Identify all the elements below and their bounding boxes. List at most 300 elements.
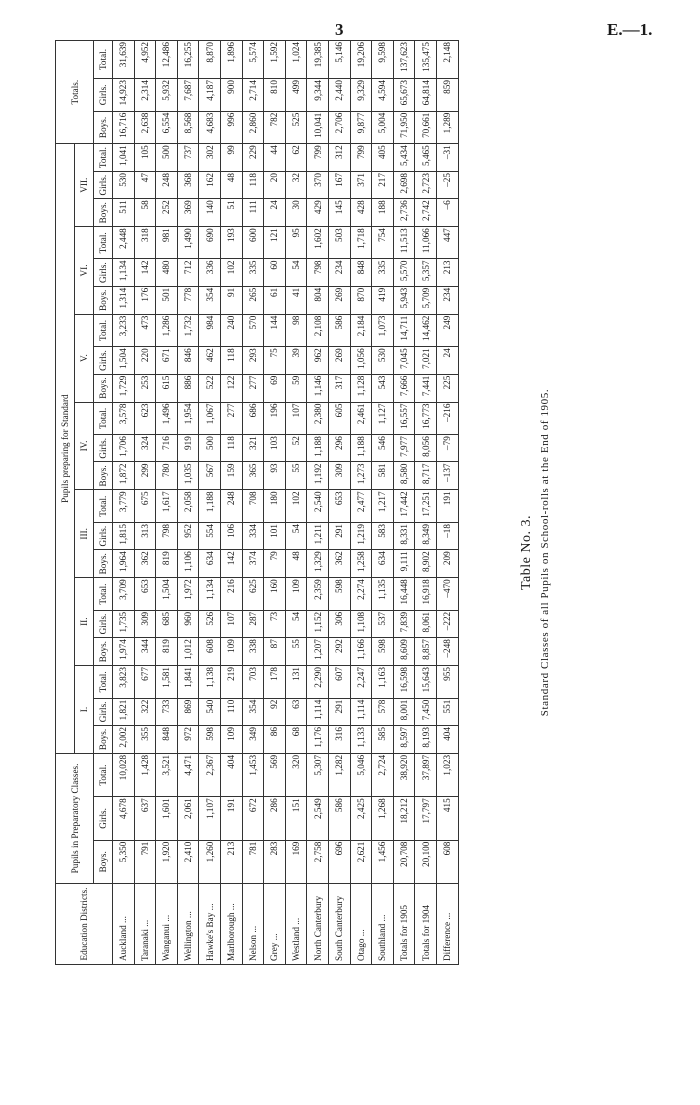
value-cell: 598 [372, 638, 394, 666]
value-cell: 1,617 [156, 490, 178, 523]
value-cell: 2,290 [307, 666, 329, 699]
value-cell: 286 [264, 797, 286, 840]
value-cell: 313 [134, 523, 156, 550]
value-cell: 24 [264, 199, 286, 227]
value-cell: 142 [220, 550, 242, 578]
value-cell: 526 [199, 610, 221, 637]
value-cell: 1,282 [328, 753, 350, 796]
table-row [350, 41, 372, 965]
value-cell: 1,896 [220, 41, 242, 79]
table-row [156, 41, 178, 965]
value-cell: 962 [307, 347, 329, 374]
value-cell: 109 [220, 638, 242, 666]
value-cell: 16,918 [415, 578, 437, 611]
value-cell: 537 [372, 610, 394, 637]
value-cell: 37,897 [415, 753, 437, 796]
value-cell: 17,251 [415, 490, 437, 523]
table-row [177, 41, 199, 965]
value-cell: 605 [328, 402, 350, 435]
value-cell: 2,425 [350, 797, 372, 840]
value-cell: 5,465 [415, 144, 437, 172]
value-cell: 1,504 [156, 578, 178, 611]
value-cell: 2,108 [307, 314, 329, 347]
value-cell: 5,943 [393, 286, 415, 314]
value-cell: 500 [156, 144, 178, 172]
boys-column-header: Boys. [94, 374, 113, 402]
value-cell: 2,724 [372, 753, 394, 796]
value-cell: 54 [285, 523, 307, 550]
value-cell: 16,557 [393, 402, 415, 435]
value-cell: 5,004 [372, 111, 394, 144]
value-cell: 2,440 [328, 79, 350, 112]
table-subtitle: Standard Classes of all Pupils on School-rolls at the End of 1905. [539, 388, 551, 717]
value-cell: 1,592 [264, 41, 286, 79]
value-cell: 122 [220, 374, 242, 402]
value-cell: 3,709 [113, 578, 135, 611]
value-cell: 2,448 [113, 227, 135, 259]
value-cell: 869 [177, 698, 199, 725]
value-cell: 14,923 [113, 79, 135, 112]
value-cell: 754 [372, 227, 394, 259]
value-cell: 1,211 [307, 523, 329, 550]
value-cell: 269 [328, 347, 350, 374]
value-cell: 859 [436, 79, 458, 112]
value-cell: 984 [199, 314, 221, 347]
district-name: North Canterbury [307, 884, 329, 965]
value-cell: 600 [242, 227, 264, 259]
district-name: Southland ... [372, 884, 394, 965]
value-cell: 1,188 [350, 435, 372, 462]
value-cell: 61 [264, 286, 286, 314]
value-cell: 3,233 [113, 314, 135, 347]
value-cell: 145 [328, 199, 350, 227]
value-cell: 625 [242, 578, 264, 611]
total-column-header: Total. [94, 490, 113, 523]
standard-ii-header: II. [75, 578, 94, 666]
value-cell: 1,176 [307, 726, 329, 754]
value-cell: 92 [264, 698, 286, 725]
value-cell: 1,133 [350, 726, 372, 754]
value-cell: 1,268 [372, 797, 394, 840]
value-cell: 8,001 [393, 698, 415, 725]
value-cell: –6 [436, 199, 458, 227]
value-cell: 473 [134, 314, 156, 347]
value-cell: 480 [156, 259, 178, 286]
value-cell: 543 [372, 374, 394, 402]
value-cell: 324 [134, 435, 156, 462]
value-cell: 68 [285, 726, 307, 754]
value-cell: 798 [307, 259, 329, 286]
value-cell: 462 [199, 347, 221, 374]
value-cell: 900 [220, 79, 242, 112]
value-cell: 405 [372, 144, 394, 172]
value-cell: 38,920 [393, 753, 415, 796]
value-cell: 2,860 [242, 111, 264, 144]
value-cell: 14,711 [393, 314, 415, 347]
total-column-header: Total. [94, 753, 113, 796]
value-cell: 193 [220, 227, 242, 259]
value-cell: 7,045 [393, 347, 415, 374]
value-cell: 2,461 [350, 402, 372, 435]
value-cell: 32 [285, 172, 307, 199]
value-cell: 101 [264, 523, 286, 550]
value-cell: 5,357 [415, 259, 437, 286]
table-row [285, 41, 307, 965]
value-cell: 586 [328, 314, 350, 347]
preparatory-header: Pupils in Preparatory Classes. [56, 753, 94, 883]
value-cell: 144 [264, 314, 286, 347]
district-name: Nelson ... [242, 884, 264, 965]
district-name: Wanganui ... [156, 884, 178, 965]
value-cell: 2,184 [350, 314, 372, 347]
value-cell: 71,950 [393, 111, 415, 144]
boys-girls-total-row [94, 41, 113, 965]
value-cell: 79 [264, 550, 286, 578]
value-cell: 293 [242, 347, 264, 374]
value-cell: 1,496 [156, 402, 178, 435]
value-cell: –31 [436, 144, 458, 172]
school-rolls-table [55, 40, 459, 965]
value-cell: 570 [242, 314, 264, 347]
value-cell: 2,477 [350, 490, 372, 523]
district-name: Difference ... [436, 884, 458, 965]
value-cell: 500 [199, 435, 221, 462]
table-row [393, 41, 415, 965]
value-cell: 107 [285, 402, 307, 435]
value-cell: 12,486 [156, 41, 178, 79]
value-cell: 344 [134, 638, 156, 666]
girls-column-header: Girls. [94, 523, 113, 550]
value-cell: 569 [264, 753, 286, 796]
value-cell: 277 [220, 402, 242, 435]
value-cell: 349 [242, 726, 264, 754]
value-cell: 1,841 [177, 666, 199, 699]
value-cell: 848 [350, 259, 372, 286]
district-name: Otago ... [350, 884, 372, 965]
value-cell: 780 [156, 462, 178, 490]
value-cell: 1,289 [436, 111, 458, 144]
value-cell: 1,023 [436, 753, 458, 796]
value-cell: 404 [436, 726, 458, 754]
value-cell: 73 [264, 610, 286, 637]
value-cell: 39 [285, 347, 307, 374]
district-name: Totals for 1905 [393, 884, 415, 965]
table-row [436, 41, 458, 965]
value-cell: 1,972 [177, 578, 199, 611]
district-name: Auckland ... [113, 884, 135, 965]
girls-column-header: Girls. [94, 79, 113, 112]
value-cell: 229 [242, 144, 264, 172]
value-cell: 30 [285, 199, 307, 227]
value-cell: 2,061 [177, 797, 199, 840]
value-cell: 3,578 [113, 402, 135, 435]
value-cell: 1,207 [307, 638, 329, 666]
value-cell: 52 [285, 435, 307, 462]
value-cell: 322 [134, 698, 156, 725]
value-cell: 503 [328, 227, 350, 259]
table-row [199, 41, 221, 965]
value-cell: 2,274 [350, 578, 372, 611]
district-name: Wellington ... [177, 884, 199, 965]
value-cell: 213 [220, 840, 242, 883]
table-row [415, 41, 437, 965]
value-cell: 1,127 [372, 402, 394, 435]
value-cell: 598 [328, 578, 350, 611]
value-cell: 217 [372, 172, 394, 199]
value-cell: 55 [285, 462, 307, 490]
value-cell: 634 [199, 550, 221, 578]
value-cell: 16,716 [113, 111, 135, 144]
total-column-header: Total. [94, 578, 113, 611]
value-cell: 708 [242, 490, 264, 523]
value-cell: 118 [220, 347, 242, 374]
value-cell: 712 [177, 259, 199, 286]
value-cell: 107 [220, 610, 242, 637]
value-cell: 428 [350, 199, 372, 227]
value-cell: 2,380 [307, 402, 329, 435]
value-cell: 62 [285, 144, 307, 172]
value-cell: 554 [199, 523, 221, 550]
value-cell: 1,135 [372, 578, 394, 611]
boys-column-header: Boys. [94, 462, 113, 490]
value-cell: 159 [220, 462, 242, 490]
value-cell: 63 [285, 698, 307, 725]
value-cell: 1,217 [372, 490, 394, 523]
value-cell: 2,621 [350, 840, 372, 883]
value-cell: 335 [372, 259, 394, 286]
value-cell: 2,148 [436, 41, 458, 79]
value-cell: 51 [220, 199, 242, 227]
boys-column-header: Boys. [94, 550, 113, 578]
value-cell: 1,735 [113, 610, 135, 637]
value-cell: 4,187 [199, 79, 221, 112]
value-cell: 677 [134, 666, 156, 699]
page-number: 3 [335, 20, 344, 39]
value-cell: 2,058 [177, 490, 199, 523]
value-cell: 870 [350, 286, 372, 314]
value-cell: 219 [220, 666, 242, 699]
value-cell: 6,554 [156, 111, 178, 144]
value-cell: 7,441 [415, 374, 437, 402]
value-cell: 299 [134, 462, 156, 490]
value-cell: 886 [177, 374, 199, 402]
value-cell: 16,598 [393, 666, 415, 699]
value-cell: 269 [328, 286, 350, 314]
value-cell: 362 [134, 550, 156, 578]
table-row [242, 41, 264, 965]
value-cell: 819 [156, 550, 178, 578]
value-cell: 4,683 [199, 111, 221, 144]
value-cell: –79 [436, 435, 458, 462]
value-cell: 5,046 [350, 753, 372, 796]
value-cell: 321 [242, 435, 264, 462]
value-cell: 9,598 [372, 41, 394, 79]
value-cell: 87 [264, 638, 286, 666]
value-cell: –25 [436, 172, 458, 199]
value-cell: 86 [264, 726, 286, 754]
value-cell: 2,742 [415, 199, 437, 227]
value-cell: 309 [134, 610, 156, 637]
value-cell: 10,028 [113, 753, 135, 796]
value-cell: 8,193 [415, 726, 437, 754]
district-name: Taranaki ... [134, 884, 156, 965]
value-cell: 2,359 [307, 578, 329, 611]
value-cell: 653 [328, 490, 350, 523]
value-cell: 253 [134, 374, 156, 402]
value-cell: 296 [328, 435, 350, 462]
standard-header: Pupils preparing for Standard [56, 144, 75, 754]
value-cell: 2,314 [134, 79, 156, 112]
value-cell: 24 [436, 347, 458, 374]
value-cell: 581 [372, 462, 394, 490]
value-cell: 634 [372, 550, 394, 578]
value-cell: 2,540 [307, 490, 329, 523]
value-cell: 2,002 [113, 726, 135, 754]
value-cell: 1,108 [350, 610, 372, 637]
value-cell: 167 [328, 172, 350, 199]
value-cell: 1,920 [156, 840, 178, 883]
value-cell: 370 [307, 172, 329, 199]
value-cell: 798 [156, 523, 178, 550]
value-cell: 7,021 [415, 347, 437, 374]
table-row [113, 41, 135, 965]
value-cell: 7,839 [393, 610, 415, 637]
value-cell: 178 [264, 666, 286, 699]
value-cell: 354 [242, 698, 264, 725]
value-cell: 1,188 [199, 490, 221, 523]
value-cell: 623 [134, 402, 156, 435]
value-cell: 955 [436, 666, 458, 699]
value-cell: 671 [156, 347, 178, 374]
value-cell: –216 [436, 402, 458, 435]
standard-iii-header: III. [75, 490, 94, 578]
value-cell: 277 [242, 374, 264, 402]
value-cell: 1,114 [350, 698, 372, 725]
boys-column-header: Boys. [94, 199, 113, 227]
table-row [372, 41, 394, 965]
district-name: South Canterbury [328, 884, 350, 965]
value-cell: 4,471 [177, 753, 199, 796]
value-cell: 972 [177, 726, 199, 754]
value-cell: 1,260 [199, 840, 221, 883]
value-cell: 8,061 [415, 610, 437, 637]
value-cell: 162 [199, 172, 221, 199]
value-cell: 5,709 [415, 286, 437, 314]
value-cell: 371 [350, 172, 372, 199]
value-cell: 501 [156, 286, 178, 314]
value-cell: 846 [177, 347, 199, 374]
value-cell: 8,717 [415, 462, 437, 490]
value-cell: 952 [177, 523, 199, 550]
value-cell: 1,453 [242, 753, 264, 796]
value-cell: 103 [264, 435, 286, 462]
value-cell: 249 [436, 314, 458, 347]
value-cell: 312 [328, 144, 350, 172]
value-cell: 41 [285, 286, 307, 314]
standard-i-header: I. [75, 666, 94, 754]
boys-column-header: Boys. [94, 111, 113, 144]
value-cell: 607 [328, 666, 350, 699]
value-cell: 1,273 [350, 462, 372, 490]
value-cell: 1,035 [177, 462, 199, 490]
value-cell: 1,329 [307, 550, 329, 578]
district-name: Hawke's Bay ... [199, 884, 221, 965]
table-title: Table No. 3. [519, 515, 534, 591]
value-cell: 1,128 [350, 374, 372, 402]
value-cell: 75 [264, 347, 286, 374]
value-cell: 9,111 [393, 550, 415, 578]
district-name: Marlborough ... [220, 884, 242, 965]
value-cell: 447 [436, 227, 458, 259]
value-cell: 1,314 [113, 286, 135, 314]
value-cell: 8,857 [415, 638, 437, 666]
value-cell: 1,729 [113, 374, 135, 402]
value-cell: 369 [177, 199, 199, 227]
value-cell: 1,428 [134, 753, 156, 796]
value-cell: 690 [199, 227, 221, 259]
value-cell: 10,041 [307, 111, 329, 144]
value-cell: 810 [264, 79, 286, 112]
value-cell: 69 [264, 374, 286, 402]
value-cell: 291 [328, 523, 350, 550]
value-cell: 996 [220, 111, 242, 144]
value-cell: 7,977 [393, 435, 415, 462]
value-cell: 1,872 [113, 462, 135, 490]
value-cell: 799 [350, 144, 372, 172]
value-cell: 819 [156, 638, 178, 666]
value-cell: 17,797 [415, 797, 437, 840]
value-cell: 2,723 [415, 172, 437, 199]
value-cell: 981 [156, 227, 178, 259]
value-cell: 105 [134, 144, 156, 172]
value-cell: 637 [134, 797, 156, 840]
value-cell: 1,815 [113, 523, 135, 550]
value-cell: 540 [199, 698, 221, 725]
value-cell: 546 [372, 435, 394, 462]
value-cell: 44 [264, 144, 286, 172]
value-cell: 737 [177, 144, 199, 172]
value-cell: 248 [156, 172, 178, 199]
value-cell: 2,410 [177, 840, 199, 883]
value-cell: 240 [220, 314, 242, 347]
value-cell: 1,974 [113, 638, 135, 666]
value-cell: 8,597 [393, 726, 415, 754]
value-cell: 216 [220, 578, 242, 611]
value-cell: 578 [372, 698, 394, 725]
value-cell: 287 [242, 610, 264, 637]
value-cell: 31,639 [113, 41, 135, 79]
value-cell: 320 [285, 753, 307, 796]
value-cell: 848 [156, 726, 178, 754]
standard-vi-header: VI. [75, 227, 94, 314]
district-name: Grey ... [264, 884, 286, 965]
boys-column-header: Boys. [94, 840, 113, 883]
table-row [328, 41, 350, 965]
value-cell: 5,434 [393, 144, 415, 172]
value-cell: 419 [372, 286, 394, 314]
value-cell: 209 [436, 550, 458, 578]
totals-header: Totals. [56, 41, 94, 144]
value-cell: 93 [264, 462, 286, 490]
value-cell: 4,594 [372, 79, 394, 112]
value-cell: 8,870 [199, 41, 221, 79]
value-cell: 109 [220, 726, 242, 754]
value-cell: 5,307 [307, 753, 329, 796]
value-cell: 98 [285, 314, 307, 347]
table-row [307, 41, 329, 965]
value-cell: 283 [264, 840, 286, 883]
value-cell: 110 [220, 698, 242, 725]
